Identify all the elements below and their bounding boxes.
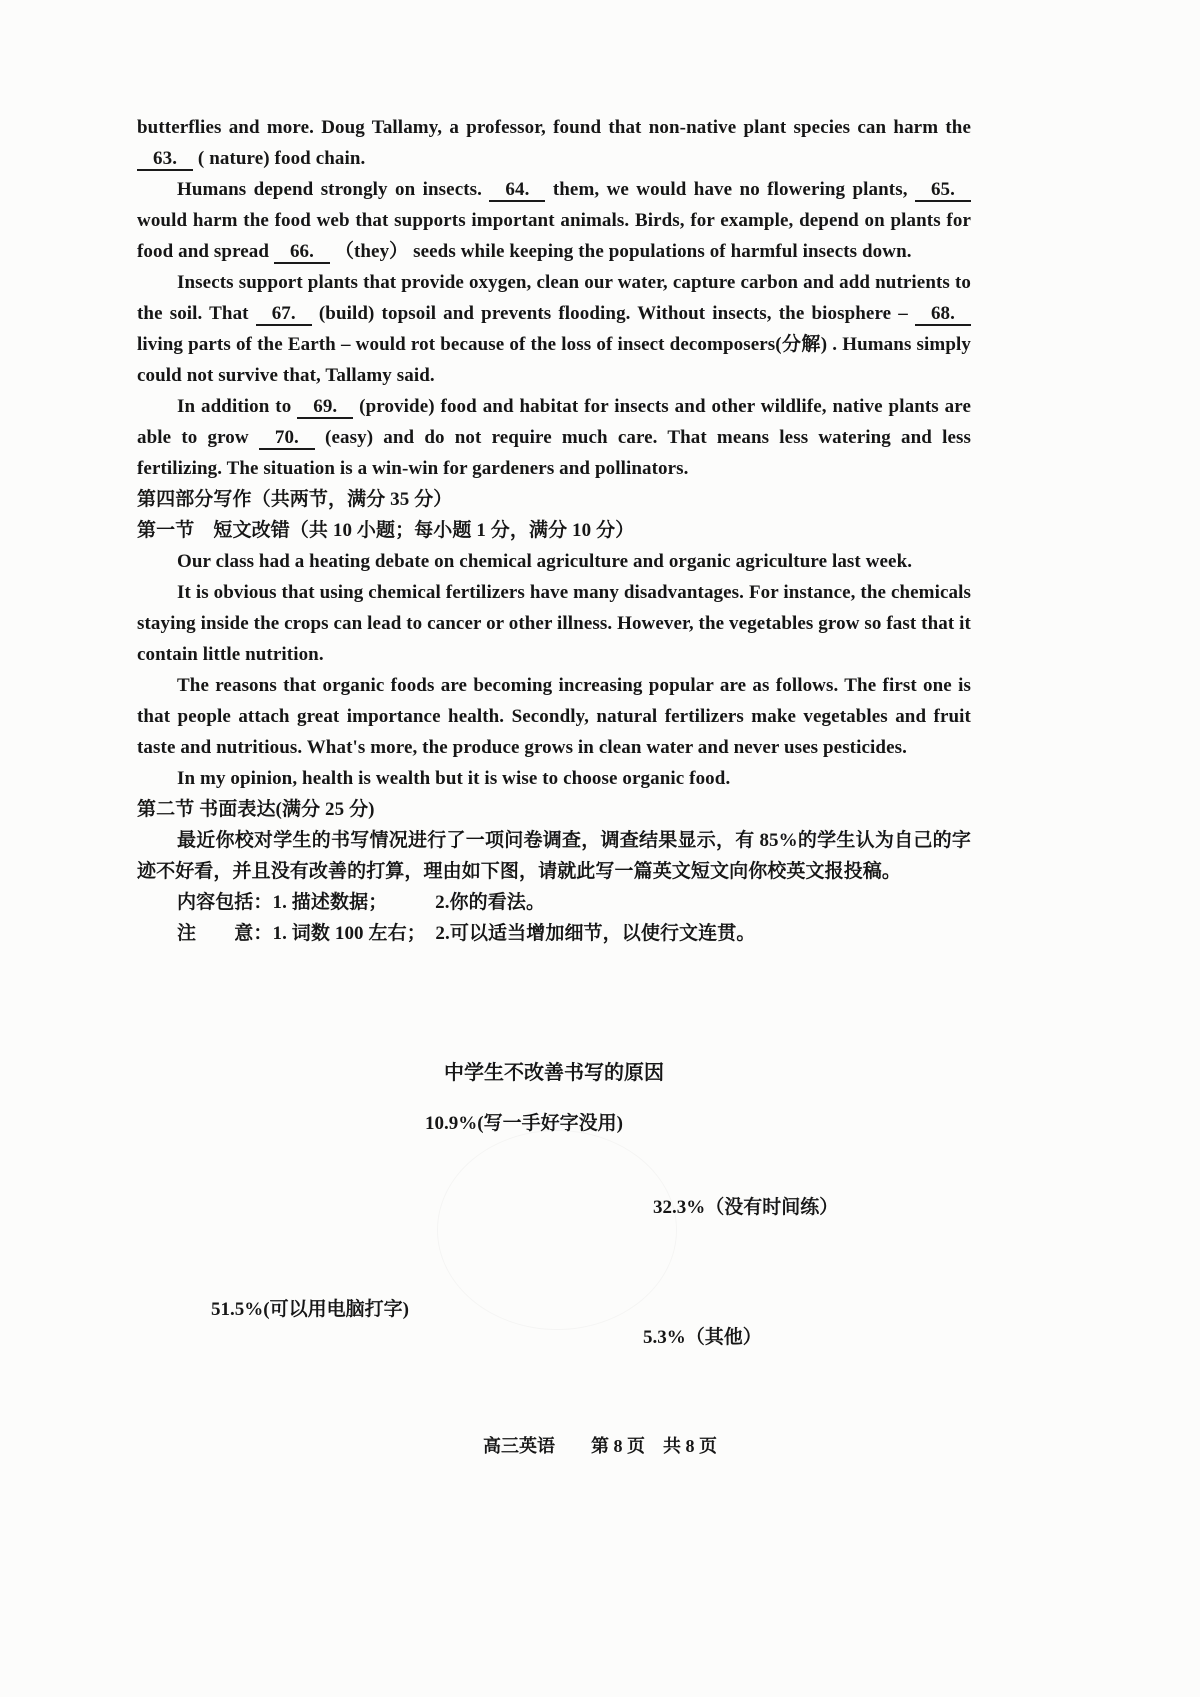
chart-label-useless: 10.9%(写一手好字没用) [425,1113,623,1134]
chart-label-no-time: 32.3%（没有时间练） [653,1197,839,1218]
blank-69: 69. [297,396,353,419]
writing-task-paragraph: 最近你校对学生的书写情况进行了一项问卷调查，调查结果显示，有 85%的学生认为自己的字迹不好看，并且没有改善的打算，理由如下图，请就此写一篇英文短文向你校英文报投稿。 [137,830,971,882]
text-segment: In addition to [177,396,298,417]
text-segment: （they） seeds while keeping the populations of harmful insects down. [330,241,912,262]
chart-label-typing: 51.5%(可以用电脑打字) [211,1299,409,1320]
cloze-paragraph-4 [137,391,971,484]
page-content [137,112,971,949]
correction-paragraph-4: In my opinion, health is wealth but it is wise to choose organic food. [177,768,731,789]
chart-label-other: 5.3%（其他） [643,1327,762,1348]
text-segment: would harm the food web that supports important animals. Birds, for example, depend on plants for food and spread [137,210,971,262]
part4-heading: 第四部分写作（共两节，满分 35 分） [137,489,453,510]
text-segment: (provide) food and habitat for insects and other wildlife, native plants are able to grow [137,396,971,448]
blank-66: 66. [274,241,330,264]
handwriting-survey-pie-chart [137,1040,971,1380]
text-segment: (easy) and do not require much care. That means less watering and less fertilizing. The situation is a win-win for gardeners and pollinators. [137,427,971,479]
blank-63: 63. [137,148,193,171]
text-segment: them, we would have no flowering plants, [545,179,915,200]
chart-title: 中学生不改善书写的原因 [444,1062,664,1084]
pie-chart-area [437,1130,677,1330]
text-segment: ( nature) food chain. [193,148,366,169]
cloze-paragraph-2 [137,174,971,267]
blank-68: 68. [915,303,971,326]
blank-70: 70. [259,427,315,450]
cloze-paragraph-1 [137,112,971,174]
blank-67: 67. [256,303,312,326]
blank-65: 65. [915,179,971,202]
cloze-paragraph-3 [137,267,971,391]
page-footer: 高三英语 第 8 页 共 8 页 [483,1436,717,1456]
correction-paragraph-2: It is obvious that using chemical fertilizers have many disadvantages. For instance, the chemicals staying inside the crops can lead to cancer or other illness. However, the vegetables grow so fast that it contain little nutrition. [137,582,971,665]
text-segment: living parts of the Earth – would rot because of the loss of insect decomposers(分解) . Humans simply could not survive that, Tallamy said. [137,334,971,386]
section1-heading: 第一节 短文改错（共 10 小题；每小题 1 分，满分 10 分） [137,520,635,541]
correction-paragraph-3: The reasons that organic foods are becoming increasing popular are as follows. The first one is that people attach great importance health. Secondly, natural fertilizers make vegetables and fruit taste and nutritious. What's more, the produce grows in clean water and never uses pesticides. [137,675,971,758]
correction-paragraph-1: Our class had a heating debate on chemical agriculture and organic agriculture last week. [177,551,913,572]
text-segment: Insects support plants that provide oxygen, clean our water, capture carbon and add nutrients to the soil. That [137,272,971,324]
writing-note-line: 注 意：1. 词数 100 左右； 2.可以适当增加细节，以使行文连贯。 [177,923,756,944]
text-segment: Humans depend strongly on insects. [177,179,490,200]
section2-heading: 第二节 书面表达(满分 25 分) [137,799,375,820]
text-segment: butterflies and more. Doug Tallamy, a professor, found that non-native plant species can harm the [137,117,971,138]
writing-include-line: 内容包括：1. 描述数据； 2.你的看法。 [177,892,546,913]
text-segment: (build) topsoil and prevents flooding. Without insects, the biosphere – [311,303,915,324]
blank-64: 64. [489,179,545,202]
